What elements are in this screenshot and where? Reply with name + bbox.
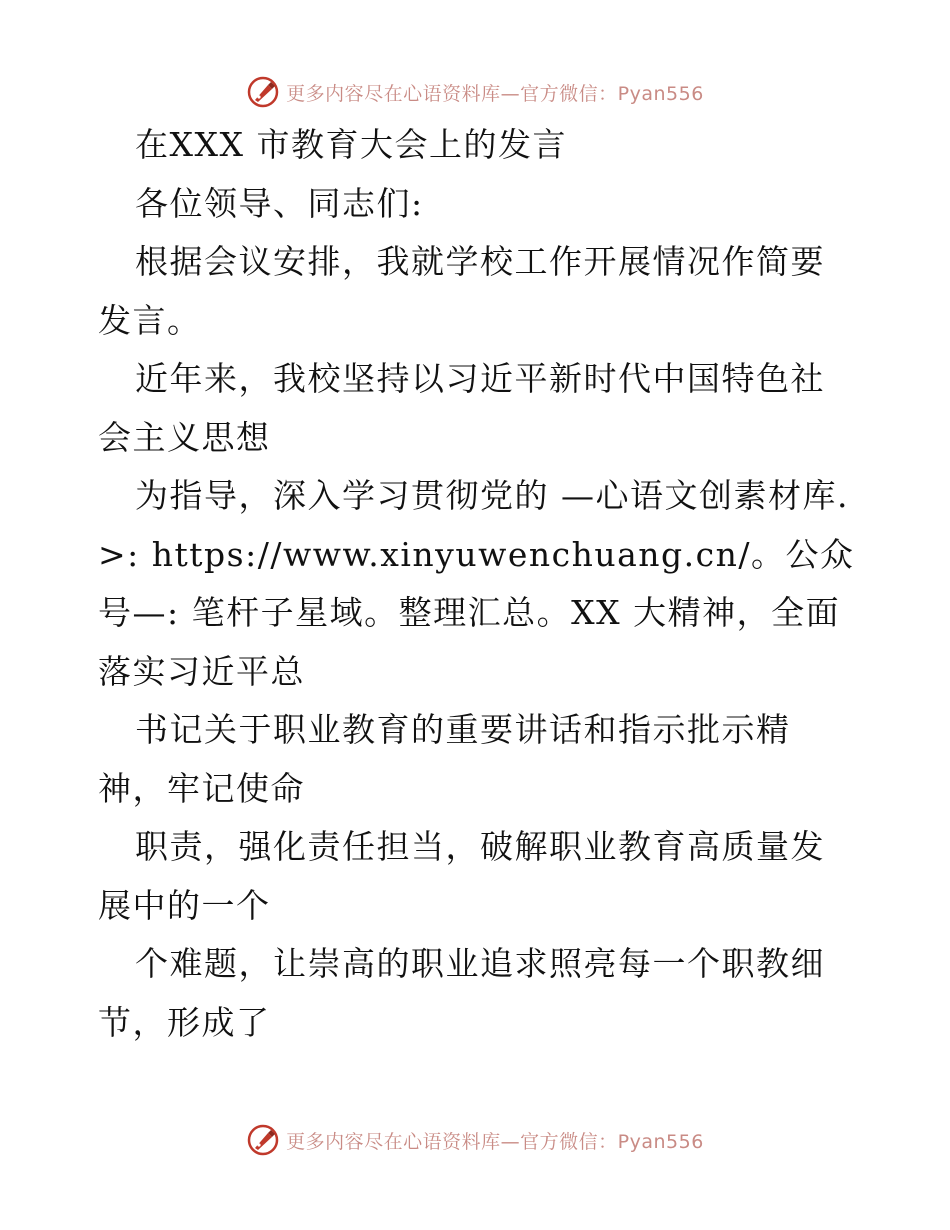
watermark-text: 更多内容尽在心语资料库—官方微信：Pyan556 bbox=[286, 82, 704, 105]
paragraph: 个难题，让崇高的职业追求照亮每一个职教细节，形成了 bbox=[98, 944, 825, 1042]
pen-nib-logo-icon bbox=[246, 1123, 280, 1157]
paragraph: 近年来，我校坚持以习近平新时代中国特色社会主义思想 bbox=[98, 359, 825, 457]
paragraph: 根据会议安排，我就学校工作开展情况作简要发言。 bbox=[98, 242, 825, 340]
paragraph: 书记关于职业教育的重要讲话和指示批示精神，牢记使命 bbox=[98, 710, 791, 808]
paragraph: 职责，强化责任担当，破解职业教育高质量发展中的一个 bbox=[98, 827, 825, 925]
watermark-text: 更多内容尽在心语资料库—官方微信：Pyan556 bbox=[286, 1130, 704, 1153]
footer-watermark bbox=[0, 1120, 950, 1160]
document-title: 在XXX 市教育大会上的发言 bbox=[135, 125, 567, 164]
header-watermark bbox=[0, 72, 950, 112]
document-body bbox=[98, 116, 858, 1052]
salutation: 各位领导、同志们: bbox=[135, 183, 424, 223]
paragraph: 为指导，深入学习贯彻党的 —心语文创素材库.>: https://www.xinyuwenchuang.cn/。公众号—: 笔杆子星域。整理汇总。XX 大精神，全面落实习近平总 bbox=[98, 476, 855, 691]
pen-nib-logo-icon bbox=[246, 75, 280, 109]
